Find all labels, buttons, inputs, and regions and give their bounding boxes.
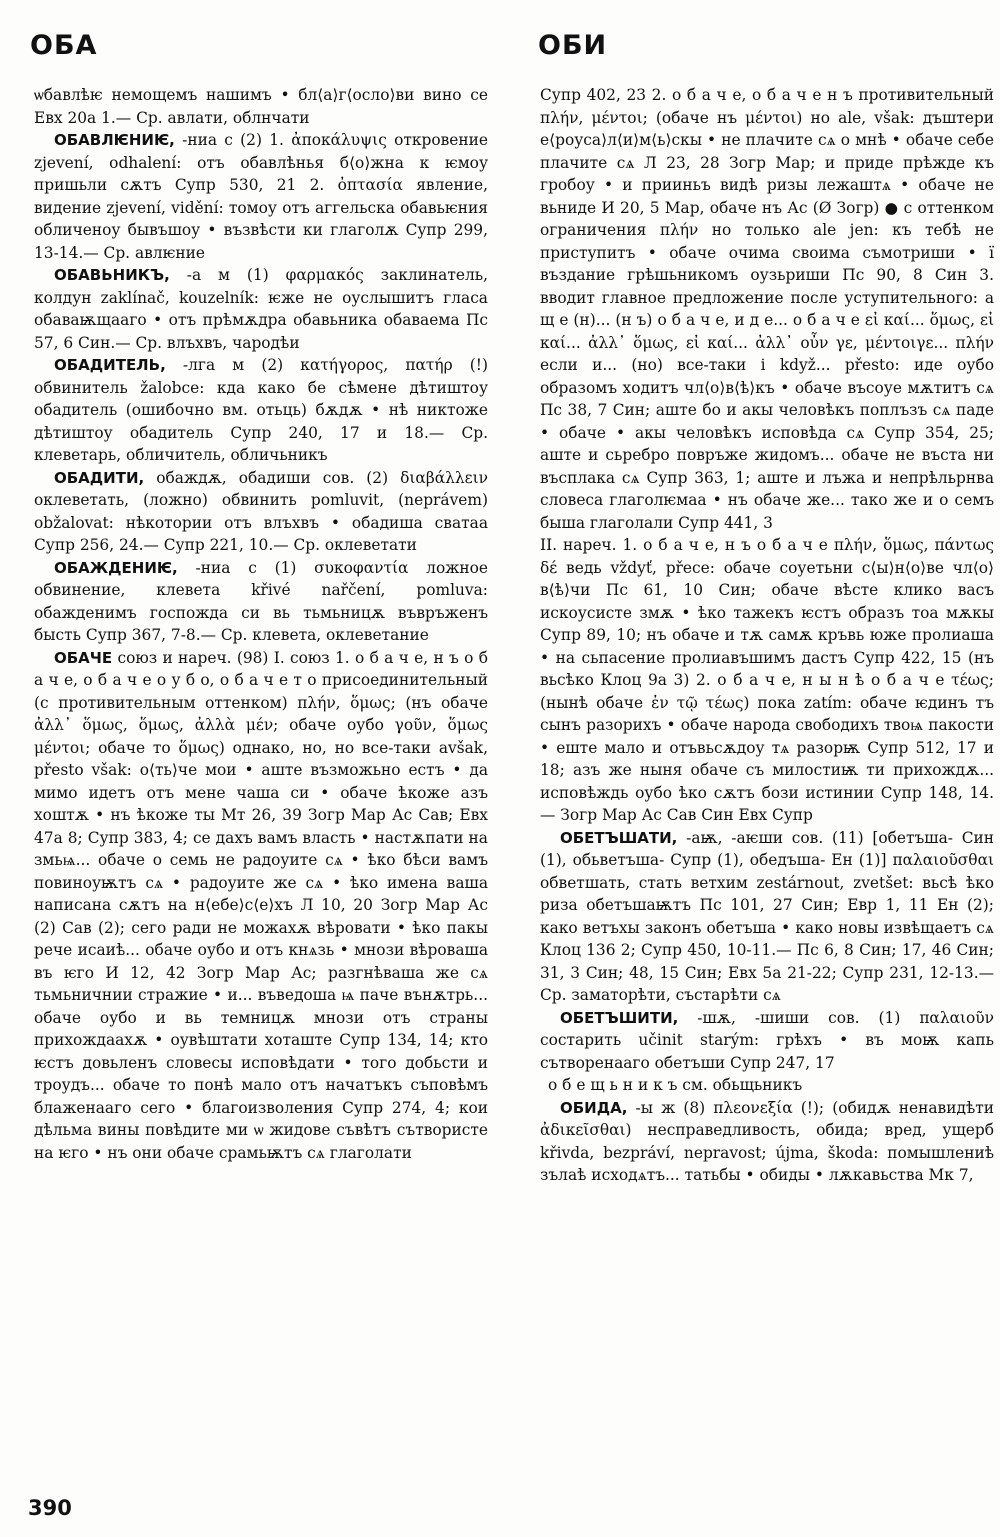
entry-headword: ОБАДИТИ,: [54, 468, 145, 487]
entry-headword: ОБЕТЪШИТИ,: [560, 1008, 679, 1027]
right-column: [540, 84, 994, 1187]
left-column: [34, 84, 488, 1164]
entry-continuation: [540, 534, 994, 827]
entry-text: -аѭ, -аѥши сов. (11) [обетъша- Син (1), обьветъша- Супр (1), обедъша- Ен (1)] παλαιοῦσθαι обветшать, стать ветхим zestárnout, zvetšet: вьсѣ ѣко риза обетъшаѭтъ Пс 101, 27 Син; Евр 1, 11 Ен (2); како ветъхы законъ обетъша • како новы извѣщаетъ сѧ Клоц 136 2; Супр 450, 10-11.— Пс 6, 8 Син; 17, 46 Син; 31, 3 Син; 48, 15 Син; Евх 5а 21-22; Супр 231, 12-13.— Ср. заматорѣти, състарѣти сѧ: [540, 828, 994, 1004]
dictionary-entry: [540, 1097, 994, 1187]
entry-text: Супр 402, 23 2. о б а ч е, о б а ч е н ъ противительный πλήν, μέντοι; (обаче нъ μέντοι) но ale, však: дъштери е⟨роуса⟩л⟨и⟩м⟨ь⟩скы • не плачите сѧ о мнѣ • обаче себе плачите сѧ Л 23, 28 Зогр Мар; и приде прѣжде къ гробоу • и прииньъ видѣ ризы лежаштѧ • обаче не вьниде И 20, 5 Мар, обаче нъ Ас (Ø Зогр) ● с оттенком ограничения πλήν но только ale jen: къ тебѣ не приступитъ • обаче очима своима съмотриши • ї въздание грѣшьникомъ оузьриши Пс 90, 8 Син 3. вводит главное предложение после уступительного: а щ е (н)... (н ъ) о б а ч е, и д е... о б а ч е εἰ καί... ὅμως, εἰ καί... ἀλλ᾽ ὅμως, εἰ καί... ἀλλ᾽ οὖν γε, μέντοιγε... πλήν если и... (но) все-таки i když... přesto: иде оубо образомъ ходитъ чл⟨о⟩в⟨ѣ⟩къ • обаче въсоуе мѫтитъ сѧ Пс 38, 7 Син; аште бо и акы человѣкъ поплъзъ сѧ паде • обаче • акы человѣкъ исповѣда сѧ Супр 354, 25; аште и сьребро повръже жидомъ... обаче не въста ни въсплака сѧ Супр 363, 1; аште и лъжа и непрѣльрнва словеса глаголѥмаа • нъ обаче же... тако же и о семъ быша глаголали Супр 441, 3: [540, 86, 994, 532]
entry-headword: ОБАВЬНИКЪ,: [54, 266, 170, 284]
dictionary-entry: [34, 467, 488, 557]
entry-text: ѡбавлѣѥ немощемъ нашимъ • бл⟨а⟩г⟨осло⟩ви вино се Евх 20а 1.— Ср. авлати, облнчати: [34, 86, 488, 127]
dictionary-entry: [540, 1007, 994, 1075]
entry-headword: ОБАВЛѤНИѤ,: [54, 131, 175, 149]
dictionary-entry: [34, 129, 488, 264]
entry-text: союз и нареч. (98) I. союз 1. о б а ч е, н ъ о б а ч е, о б а ч е о у б о, о б а ч е т о присоединительный (с противительным оттенком) πλήν, ὅμως; (нъ обаче ἀλλ᾽ ὅμως, ὅμως, ἀλλὰ μέν; обаче оубо γοῦν, ὅμως μέντοι; обаче то ὅμως) однако, но, но все-таки avšak, přesto však: о⟨ть⟩че мои • аште възможьно естъ • да мимо идетъ отъ мене чаша си • обаче ѣкоже азъ хоштѫ • нъ ѣкоже ты Мт 26, 39 Зогр Мар Ас Сав; Евх 47а 8; Супр 383, 4; се дахъ вамъ власть • настѫпати на змьѩ... обаче о семь не радоуите сѧ • ѣко бѣси вамъ повиноуѭтъ сѧ • радоуите же сѧ • ѣко имена ваша написана сѫтъ на н⟨ебе⟩с⟨е⟩хъ Л 10, 20 Зогр Мар Ас (2) Сав (2); сего ради не можахѫ вѣровати • ѣко пакы рече исаиѣ... обаче оубо и отъ кнѧзь • мнози вѣроваша въ ѥго И 12, 42 Зогр Мар Ас; разгнѣваша же сѧ тьмьничнии стражие • и... въведоша ѩ паче вънѫтрь... обаче оубо и вь темницѫ мнози отъ страны прихождаахѫ • оувѣштати хоташте Супр 134, 14; кто ѥстъ довьленъ словесы исповѣдати • того добьсти и троудъ... обаче то понѣ мало отъ начатъкъ съповѣмъ блаженааго сего • благоизволения Супр 274, 4; кои дѣльма вины повѣдите ми ѡ жидове съвѣтъ сътвористе на ѥго • нъ они обаче срамьѭтъ сѧ глаголати: [34, 648, 488, 1162]
entry-headword: ОБАДИТЕЛЬ,: [54, 356, 166, 374]
entry-text: -ы ж (8) πλεονεξία (!); (обидѫ ненавидѣти ἀδικεῖσθαι) несправедливость, обида; вред, ущерб křivda, bezpráví, nepravost; újma, škoda: помышлениѣ зълаѣ исходѧтъ... татьбы • обиды • лѫкавьства Мк 7,: [540, 1098, 994, 1184]
entry-text: -лга м (2) κατήγορος, πατήρ (!) обвинитель žalobce: кда како бе сѣмене дѣтиштоу обадитель (ошибочно вм. отьць) бѫдѫ • нѣ никтоже дѣтиштоу обадитель Супр 240, 17 и 18.— Ср. клеветарь, обличитель, обличьникъ: [34, 356, 488, 464]
entry-headword: ОБАЖДЕНИѤ,: [54, 558, 178, 577]
entry-text: II. нареч. 1. о б а ч е, н ъ о б а ч е πλήν, ὅμως, πάντως δέ ведь vždyť, přece: обаче соуетьни с⟨ы⟩н⟨о⟩ве чл⟨о⟩в⟨ѣ⟩чи Пс 61, 10 Син; обаче вѣсте клико васъ искоусисте змѫ • ѣко тажекъ ѥстъ образъ тоа мѫкы Супр 89, 10; нъ обаче и тѫ самѫ кръвь юже пролиаша • на сьпасение пролиавъшимъ дастъ Супр 422, 15 (нъ вьсѣко Клоц 9а 3) 2. о б а ч е, н ы н ѣ о б а ч е τέως; (нынѣ обаче ἐν τῷ τέως) пока zatím: обаче ѥдинъ тъ сынъ разорихъ • обаче народа свободихъ твоѩ пакости • еште мало и отъвьсѫдоу тѧ разорѭ Супр 512, 17 и 18; азъ же ныня обаче съ милостиѭ ти прихождѫ... исповѣждь оубо ѣко сѫтъ бози истинии Супр 148, 14.— Зогр Мар Ас Сав Син Евх Супр: [540, 536, 994, 824]
entry-continuation: [540, 84, 994, 534]
dictionary-entry: [34, 557, 488, 647]
entry-continuation: [34, 84, 488, 129]
entry-headword: ОБЕТЪШАТИ,: [560, 828, 678, 847]
entry-text: -ниа с (1) συκοφαντία ложное обвинение, клевета křivé nařčení, pomluva: обажденимъ госпожда си вь тьмьницѫ въвръженъ бысть Супр 367, 7-8.— Ср. клевета, оклеветание: [34, 558, 488, 644]
entry-text: -а м (1) φαρμακός заклинатель, колдун zaklínač, kouzelník: ѥже не оуслышитъ гласа обаваѭщааго • отъ прѣмѫдра обавьника обаваема Пс 57, 6 Син.— Ср. влъхвъ, чародѣи: [34, 266, 488, 352]
cross-reference: [540, 1074, 994, 1097]
entry-text: обаждѫ, обадиши сов. (2) διαβάλλειν оклеветать, (ложно) обвинить pomluvit, (neprávem) obžalovat: нѣкотории отъ влъхвъ • обадиша сватаа Супр 256, 24.— Супр 221, 10.— Ср. оклеветати: [34, 468, 488, 554]
entry-headword: ОБИДА,: [560, 1098, 628, 1117]
left-running-head: ОБА: [30, 30, 98, 61]
dictionary-entry: [540, 827, 994, 1007]
entry-text: -шѫ, -шиши сов. (1) παλαιοῦν состарить učinit starým: грѣхъ • въ моѭ капь сътворенааго обетъши Супр 247, 17: [540, 1008, 994, 1072]
page-header: [30, 30, 970, 70]
entry-headword: ОБАЧЕ: [54, 648, 113, 667]
dictionary-entry: [34, 354, 488, 467]
right-running-head: ОБИ: [538, 30, 608, 61]
entry-text: о б е щ ь н и к ъ см. обьщьникъ: [548, 1076, 803, 1094]
dictionary-entry: [34, 264, 488, 354]
entry-text: -ниа с (2) 1. ἀποκάλυψις откровение zjevení, odhalení: отъ обавлѣнья б⟨о⟩жна к ѥмоу пришьли сѫтъ Супр 530, 21 2. ὀπτασία явление, видение zjevení, vidění: томоу отъ аггельска обавьѥния обличеноу бывъшоу • възвѣсти ки глаголѫ Супр 299, 13-14.— Ср. авлѥние: [34, 131, 488, 262]
dictionary-entry: [34, 647, 488, 1165]
page-number: 390: [28, 1496, 72, 1520]
